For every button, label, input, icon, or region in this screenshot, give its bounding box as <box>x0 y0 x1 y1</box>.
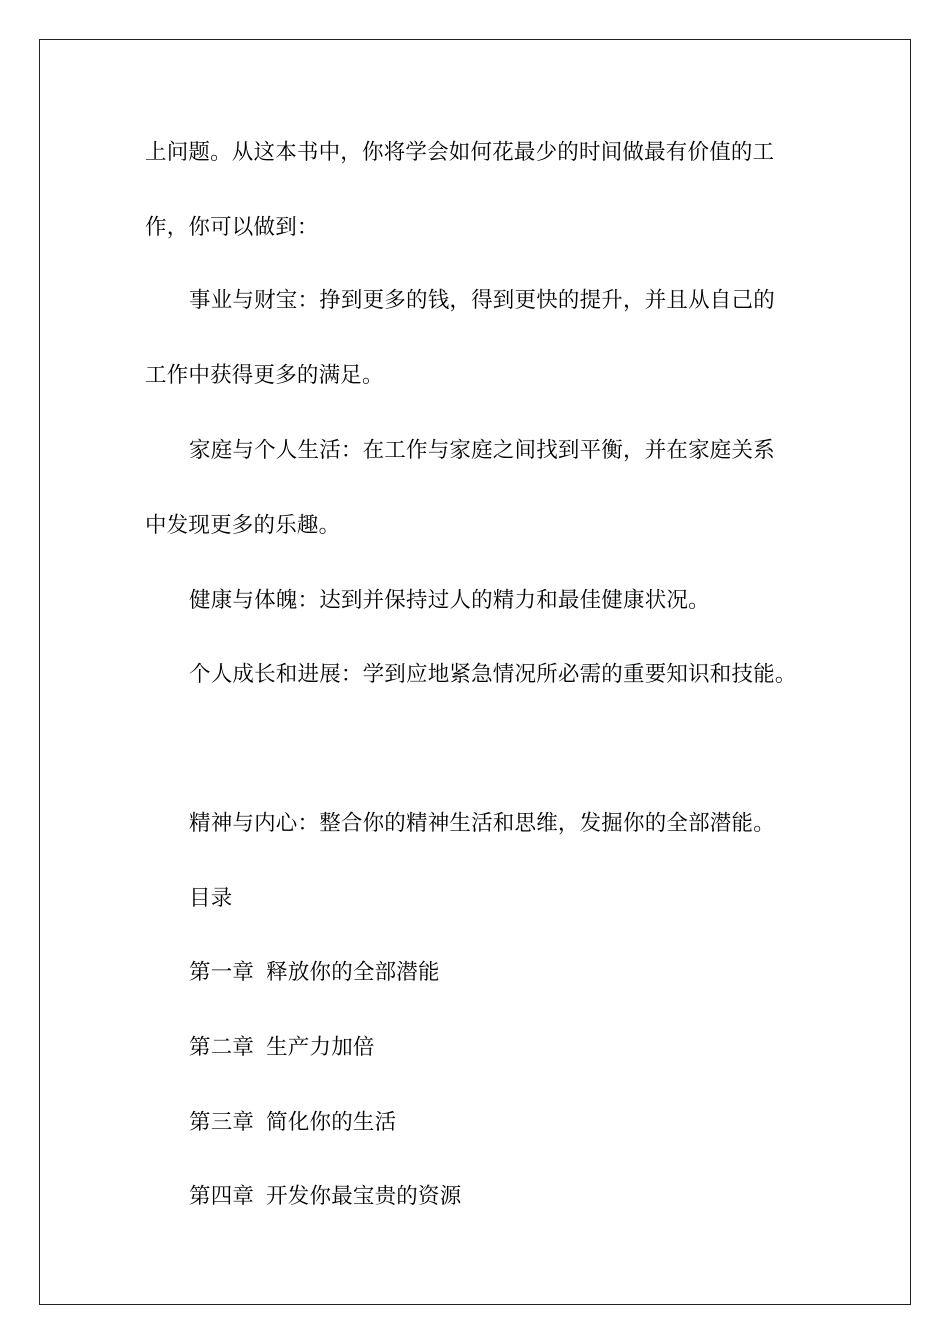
paragraph-health: 健康与体魄：达到并保持过人的精力和最佳健康状况。 <box>189 588 710 613</box>
toc-item-2-title: 生产力加倍 <box>266 1035 375 1060</box>
body-line-2: 作，你可以做到： <box>145 215 319 240</box>
toc-item-4-number: 第四章 <box>189 1184 255 1209</box>
paragraph-family-line-2: 中发现更多的乐趣。 <box>145 513 341 538</box>
paragraph-career-line-2: 工作中获得更多的满足。 <box>145 363 384 388</box>
paragraph-career-line-1: 事业与财宝：挣到更多的钱，得到更快的提升，并且从自己的 <box>189 288 775 313</box>
toc-item-3-number: 第三章 <box>189 1110 255 1135</box>
paragraph-growth: 个人成长和进展：学到应地紧急情况所必需的重要知识和技能。 <box>189 662 797 687</box>
toc-item-3 <box>189 1109 396 1137</box>
toc-item-2 <box>189 1034 375 1062</box>
paragraph-spirit: 精神与内心：整合你的精神生活和思维，发掘你的全部潜能。 <box>189 811 775 836</box>
toc-title: 目录 <box>189 886 233 911</box>
toc-item-4 <box>189 1183 461 1211</box>
body-line-1: 上问题。从这本书中，你将学会如何花最少的时间做最有价值的工 <box>145 140 775 165</box>
toc-item-2-number: 第二章 <box>189 1035 255 1060</box>
toc-item-4-title: 开发你最宝贵的资源 <box>266 1184 462 1209</box>
toc-item-1-number: 第一章 <box>189 960 255 985</box>
toc-item-1-title: 释放你的全部潜能 <box>266 960 440 985</box>
paragraph-family-line-1: 家庭与个人生活：在工作与家庭之间找到平衡，并在家庭关系 <box>189 438 775 463</box>
toc-item-3-title: 简化你的生活 <box>266 1110 397 1135</box>
toc-item-1 <box>189 959 440 987</box>
